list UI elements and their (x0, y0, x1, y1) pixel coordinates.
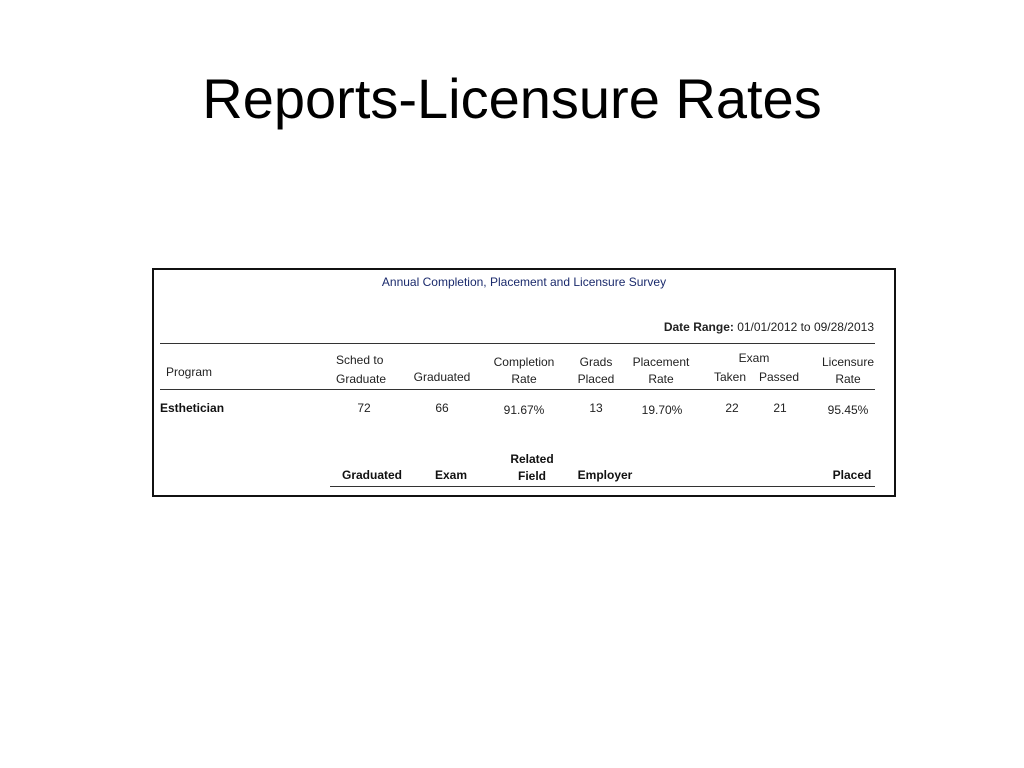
col-header-licensure-rate-line2: Rate (835, 372, 861, 386)
col-header-placement-rate-line2: Rate (648, 372, 674, 386)
col-header-exam-taken: Taken (713, 370, 747, 384)
date-range (664, 319, 874, 336)
cell-graduated: 66 (435, 401, 449, 415)
report-frame (152, 268, 896, 497)
slide-title: Reports-Licensure Rates (202, 67, 822, 130)
footer-employer: Employer (577, 468, 633, 482)
date-range-label: Date Range: (663, 320, 734, 334)
col-header-sched-to-graduate-line1: Sched to (336, 353, 384, 367)
col-header-grads-placed-line2: Placed (577, 372, 615, 386)
cell-exam-taken: 22 (725, 401, 739, 415)
cell-program: Esthetician (160, 401, 225, 415)
header-bottom-rule (160, 389, 875, 390)
cell-grads-placed: 13 (589, 401, 603, 415)
cell-exam-passed: 21 (773, 401, 787, 415)
cell-licensure-rate: 95.45% (827, 403, 869, 417)
col-header-grads-placed-line1: Grads (579, 355, 613, 369)
col-header-sched-to-graduate-line2: Graduate (336, 372, 387, 386)
col-header-graduated: Graduated (413, 370, 471, 384)
col-header-completion-rate-line2: Rate (511, 372, 537, 386)
cell-completion-rate: 91.67% (503, 403, 545, 417)
footer-related-field-line2: Field (517, 469, 546, 483)
footer-exam: Exam (434, 468, 468, 482)
date-range-value: 01/01/2012 to 09/28/2013 (737, 320, 874, 334)
col-header-exam-group: Exam (738, 351, 770, 365)
col-header-program: Program (166, 365, 213, 379)
footer-rule (330, 486, 875, 487)
cell-placement-rate: 19.70% (641, 403, 683, 417)
col-header-exam-passed: Passed (758, 370, 800, 384)
col-header-completion-rate-line1: Completion (493, 355, 555, 369)
header-top-rule (160, 343, 875, 344)
footer-placed: Placed (832, 468, 872, 482)
cell-sched-to-graduate: 72 (357, 401, 371, 415)
footer-related-field-line1: Related (510, 452, 554, 466)
footer-graduated: Graduated (341, 468, 402, 482)
col-header-licensure-rate-line1: Licensure (821, 355, 875, 369)
survey-title: Annual Completion, Placement and Licensure Survey (381, 275, 667, 289)
col-header-placement-rate-line1: Placement (632, 355, 690, 369)
